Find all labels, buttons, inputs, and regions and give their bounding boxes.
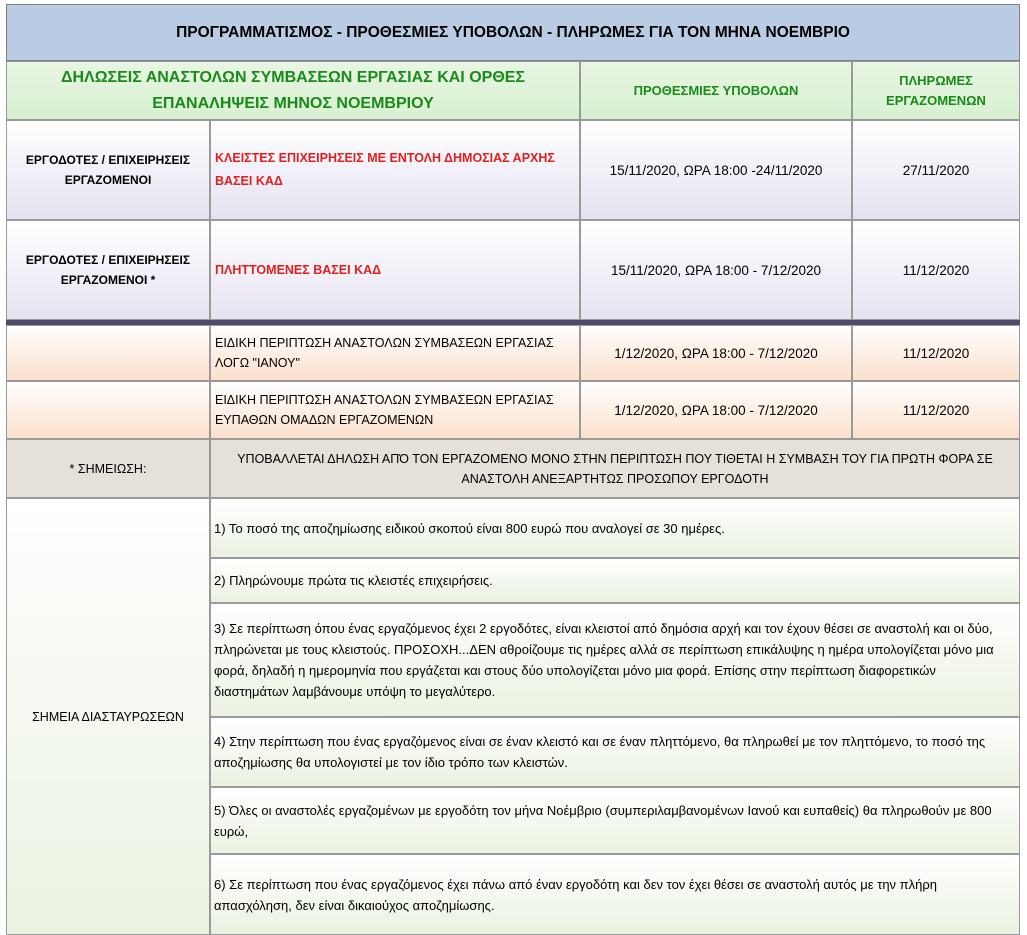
empty-cell <box>6 381 210 439</box>
special-case-cell: ΕΙΔΙΚΗ ΠΕΡΙΠΤΩΣΗ ΑΝΑΣΤΟΛΩΝ ΣΥΜΒΑΣΕΩΝ ΕΡΓΑΣΙΑΣ ΕΥΠΑΘΩΝ ΟΜΑΔΩΝ ΕΡΓΑΖΟΜΕΝΩΝ <box>210 381 580 439</box>
note-label: * ΣΗΜΕΙΩΣΗ: <box>6 439 210 498</box>
deadline-cell: 1/12/2020, ΩΡΑ 18:00 - 7/12/2020 <box>580 325 852 381</box>
special-case-cell: ΕΙΔΙΚΗ ΠΕΡΙΠΤΩΣΗ ΑΝΑΣΤΟΛΩΝ ΣΥΜΒΑΣΕΩΝ ΕΡΓΑΣΙΑΣ ΛΟΓΩ "ΙΑΝΟΥ" <box>210 325 580 381</box>
payment-cell: 27/11/2020 <box>852 120 1020 220</box>
who-cell: ΕΡΓΟΔΟΤΕΣ / ΕΠΙΧΕΙΡΗΣΕΙΣ ΕΡΓΑΖΟΜΕΝΟΙ <box>6 120 210 220</box>
crosscheck-point: 1) Το ποσό της αποζημίωσης ειδικού σκοπού είναι 800 ευρώ που αναλογεί σε 30 ημέρες. <box>210 498 1020 558</box>
crosscheck-point: 3) Σε περίπτωση όπου ένας εργαζόμενος έχει 2 εργοδότες, είναι κλειστοί από δημόσια αρχή και τον έχουν θέσει σε αναστολή και οι δύο, πληρώνεται με τους κλειστούς. ΠΡΟΣΟΧΗ...ΔΕΝ αθροίζουμε τις ημέρες αλλά σε περίπτωση επικάλυψης η ημέρα υπολογίζεται μόνο μια φορά, δηλαδή η ημερομηνία που εργάζεται και στους δύο υπολογίζεται μόνο μια φορά. Επίσης στην περίπτωση διαφορετικών διαστημάτων λαμβάνουμε υπόψη το μεγαλύτερο. <box>210 603 1020 717</box>
payment-cell: 11/12/2020 <box>852 381 1020 439</box>
payment-cell: 11/12/2020 <box>852 325 1020 381</box>
crosscheck-section <box>6 498 1020 935</box>
who-cell: ΕΡΓΟΔΟΤΕΣ / ΕΠΙΧΕΙΡΗΣΕΙΣ ΕΡΓΑΖΟΜΕΝΟΙ * <box>6 220 210 320</box>
deadline-cell: 15/11/2020, ΩΡΑ 18:00 - 7/12/2020 <box>580 220 852 320</box>
header-declarations: ΔΗΛΩΣΕΙΣ ΑΝΑΣΤΟΛΩΝ ΣΥΜΒΑΣΕΩΝ ΕΡΓΑΣΙΑΣ ΚΑΙ ΟΡΘΕΣ ΕΠΑΝΑΛΗΨΕΙΣ ΜΗΝΟΣ ΝΟΕΜΒΡΙΟΥ <box>6 61 580 120</box>
payment-cell: 11/12/2020 <box>852 220 1020 320</box>
special-row <box>6 381 1020 439</box>
header-deadlines: ΠΡΟΘΕΣΜΙΕΣ ΥΠΟΒΟΛΩΝ <box>580 61 852 120</box>
category-cell: ΚΛΕΙΣΤΕΣ ΕΠΙΧΕΙΡΗΣΕΙΣ ΜΕ ΕΝΤΟΛΗ ΔΗΜΟΣΙΑΣ ΑΡΧΗΣ ΒΑΣΕΙ ΚΑΔ <box>210 120 580 220</box>
crosscheck-point: 6) Σε περίπτωση που ένας εργαζόμενος έχει πάνω από έναν εργοδότη και δεν τον έχει θέσει σε αναστολή αυτός με την πλήρη απασχόληση, δεν είναι δικαιούχος αποζημίωσης. <box>210 854 1020 935</box>
crosscheck-label: ΣΗΜΕΙΑ ΔΙΑΣΤΑΥΡΩΣΕΩΝ <box>6 498 210 935</box>
deadline-cell: 1/12/2020, ΩΡΑ 18:00 - 7/12/2020 <box>580 381 852 439</box>
header-row <box>6 61 1020 120</box>
note-text: ΥΠΟΒΑΛΛΕΤΑΙ ΔΗΛΩΣΗ ΑΠΌ ΤΟΝ ΕΡΓΑΖΟΜΕΝΟ ΜΟΝΟ ΣΤΗΝ ΠΕΡΙΠΤΩΣΗ ΠΟΥ ΤΙΘΕΤΑΙ Η ΣΥΜΒΑΣΗ ΤΟΥ ΓΙΑ ΠΡΩΤΗ ΦΟΡΑ ΣΕ ΑΝΑΣΤΟΛΗ ΑΝΕΞΑΡΤΗΤΩΣ ΠΡΟΣΩΠΟΥ ΕΡΓΟΔΟΤΗ <box>210 439 1020 498</box>
title-row <box>6 4 1020 61</box>
note-row <box>6 439 1020 498</box>
empty-cell <box>6 325 210 381</box>
special-row <box>6 325 1020 381</box>
header-payments: ΠΛΗΡΩΜΕΣ ΕΡΓΑΖΟΜΕΝΩΝ <box>852 61 1020 120</box>
crosscheck-point: 2) Πληρώνουμε πρώτα τις κλειστές επιχειρήσεις. <box>210 558 1020 603</box>
page-title: ΠΡΟΓΡΑΜΜΑΤΙΣΜΟΣ - ΠΡΟΘΕΣΜΙΕΣ ΥΠΟΒΟΛΩΝ - ΠΛΗΡΩΜΕΣ ΓΙΑ ΤΟΝ ΜΗΝΑ ΝΟΕΜΒΡΙΟ <box>6 4 1020 61</box>
table-row <box>6 120 1020 220</box>
category-cell: ΠΛΗΤΤΟΜΕΝΕΣ ΒΑΣΕΙ ΚΑΔ <box>210 220 580 320</box>
crosscheck-point: 5) Όλες οι αναστολές εργαζομένων με εργοδότη τον μήνα Νοέμβριο (συμπεριλαμβανομένων Ιανού και ευπαθείς) θα πληρωθούν με 800 ευρώ, <box>210 787 1020 854</box>
deadline-cell: 15/11/2020, ΩΡΑ 18:00 -24/11/2020 <box>580 120 852 220</box>
crosscheck-point: 4) Στην περίπτωση που ένας εργαζόμενος είναι σε έναν κλειστό και σε έναν πληττόμενο, θα πληρωθεί με τον πληττόμενο, το ποσό της αποζημίωσης θα υπολογιστεί με τον ίδιο τρόπο των κλειστών. <box>210 717 1020 787</box>
table-row <box>6 220 1020 320</box>
